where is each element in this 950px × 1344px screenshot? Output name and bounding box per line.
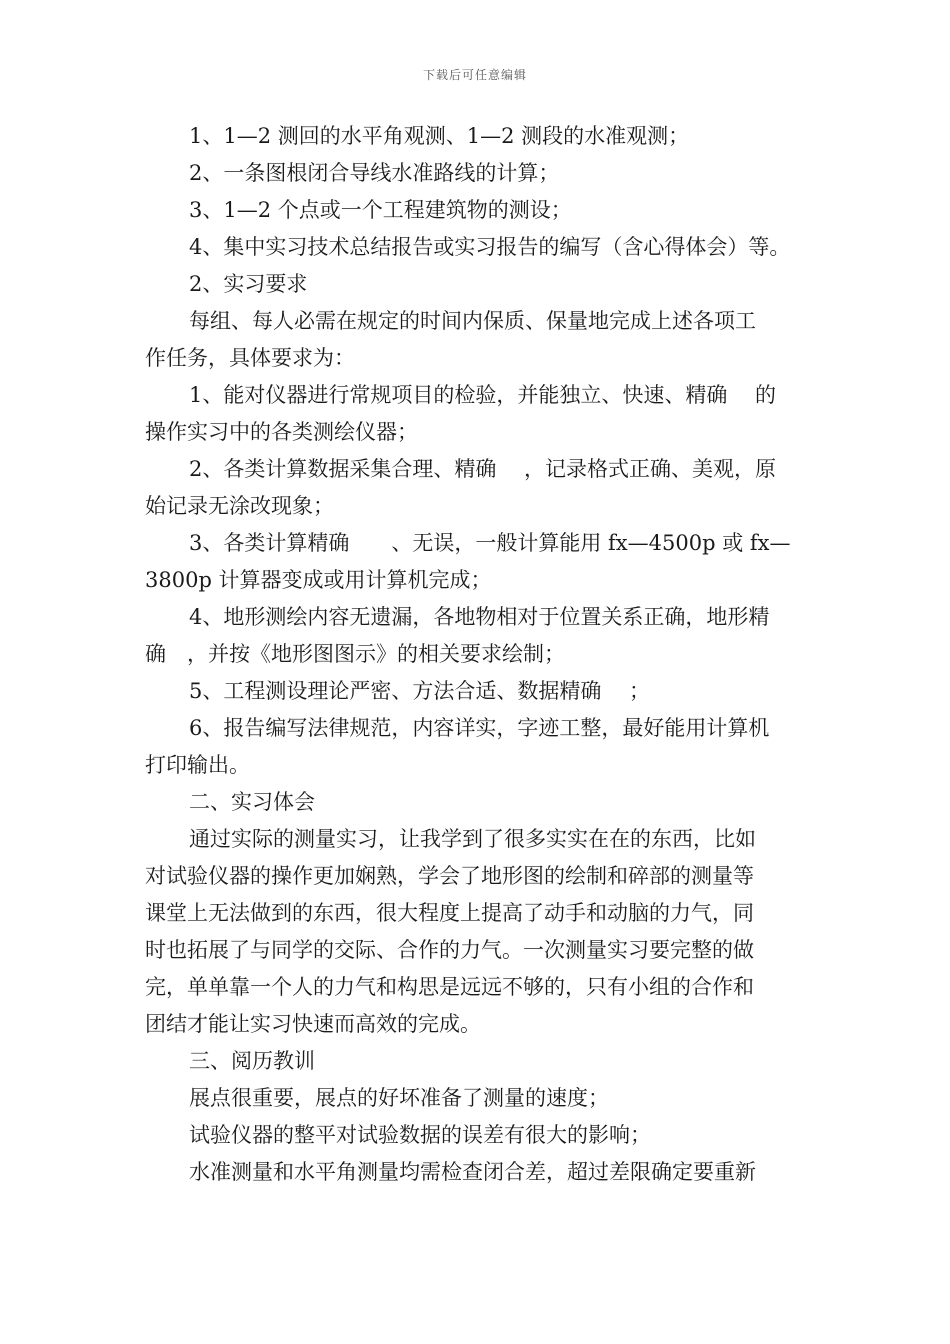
text-line: 完，单单靠一个人的力气和构思是远远不够的，只有小组的合作和 bbox=[145, 975, 754, 999]
header-note: 下载后可任意编辑 bbox=[422, 68, 527, 82]
text-line: 三、阅历教训 bbox=[189, 1049, 315, 1073]
text-line: 3、1—2 个点或一个工程建筑物的测设； bbox=[189, 198, 572, 222]
text-line: 水准测量和水平角测量均需检查闭合差，超过差限确定要重新 bbox=[189, 1160, 756, 1184]
text-line: 始记录无涂改现象； bbox=[145, 494, 334, 518]
text-line: 团结才能让实习快速而高效的完成。 bbox=[145, 1012, 481, 1036]
text-line: 确 ，并按《地形图图示》的相关要求绘制； bbox=[145, 642, 565, 666]
text-line: 二、实习体会 bbox=[189, 790, 315, 814]
text-line: 3、各类计算精确 、无误，一般计算能用 fx—4500p 或 fx— bbox=[189, 531, 791, 555]
text-line: 5、工程测设理论严密、方法合适、数据精确 ； bbox=[189, 679, 651, 703]
text-line: 每组、每人必需在规定的时间内保质、保量地完成上述各项工 bbox=[189, 309, 756, 333]
text-line: 展点很重要，展点的好坏准备了测量的速度； bbox=[189, 1086, 609, 1110]
text-line: 课堂上无法做到的东西，很大程度上提高了动手和动脑的力气，同 bbox=[145, 901, 754, 925]
text-line: 6、报告编写法律规范，内容详实，字迹工整，最好能用计算机 bbox=[189, 716, 770, 740]
text-line: 4、地形测绘内容无遗漏，各地物相对于位置关系正确，地形精 bbox=[189, 605, 770, 629]
text-line: 2、各类计算数据采集合理、精确 ，记录格式正确、美观，原 bbox=[189, 457, 777, 481]
text-line: 操作实习中的各类测绘仪器； bbox=[145, 420, 418, 444]
text-line: 1、1—2 测回的水平角观测、1—2 测段的水准观测； bbox=[189, 124, 690, 148]
text-line: 通过实际的测量实习，让我学到了很多实实在在的东西，比如 bbox=[189, 827, 756, 851]
text-line: 1、能对仪器进行常规项目的检验，并能独立、快速、精确 的 bbox=[189, 383, 777, 407]
text-line: 3800p 计算器变成或用计算机完成； bbox=[145, 568, 492, 592]
text-line: 2、一条图根闭合导线水准路线的计算； bbox=[189, 161, 560, 185]
document-body bbox=[145, 118, 815, 1191]
text-line: 时也拓展了与同学的交际、合作的力气。一次测量实习要完整的做 bbox=[145, 938, 754, 962]
text-line: 2、实习要求 bbox=[189, 272, 308, 296]
text-line: 打印输出。 bbox=[145, 753, 250, 777]
text-line: 作任务，具体要求为： bbox=[145, 346, 355, 370]
text-line: 对试验仪器的操作更加娴熟，学会了地形图的绘制和碎部的测量等 bbox=[145, 864, 754, 888]
text-line: 4、集中实习技术总结报告或实习报告的编写（含心得体会）等。 bbox=[189, 235, 791, 259]
text-line: 试验仪器的整平对试验数据的误差有很大的影响； bbox=[189, 1123, 651, 1147]
